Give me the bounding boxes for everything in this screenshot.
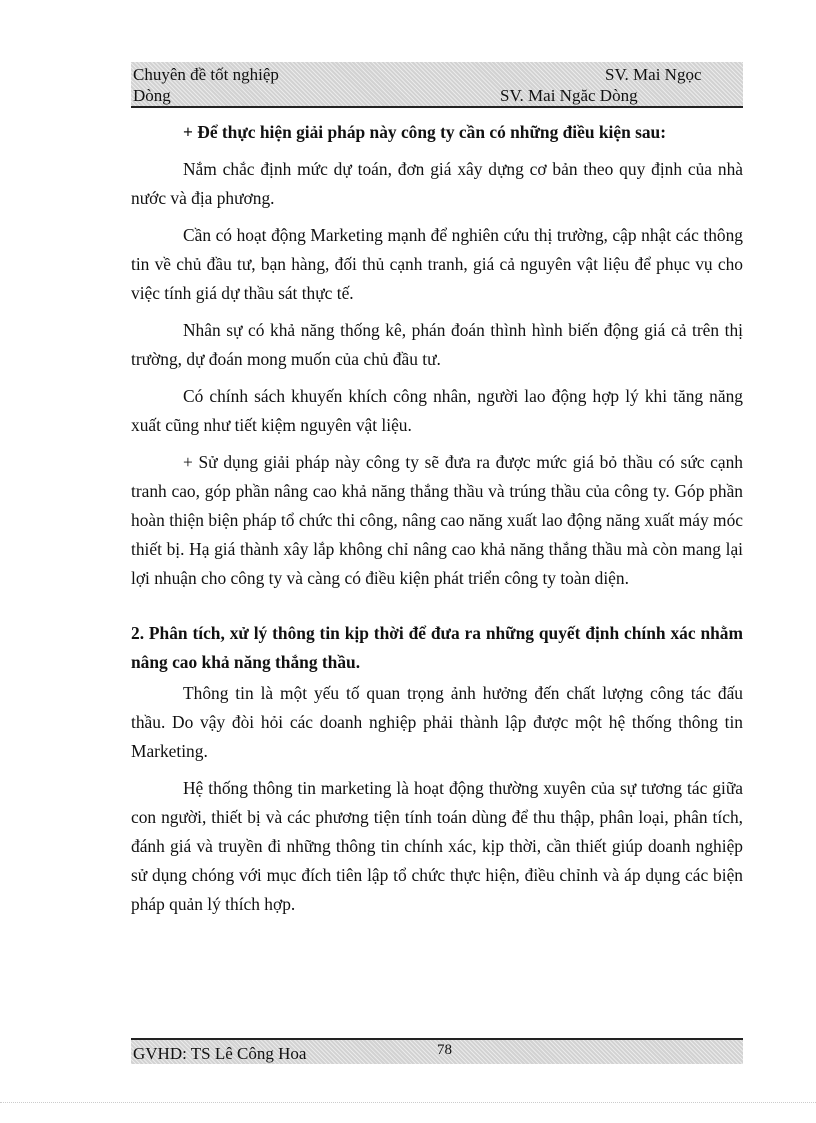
page-footer — [131, 1038, 743, 1064]
page-header — [131, 62, 743, 108]
paragraph-benefits: + Sử dụng giải pháp này công ty sẽ đưa ra được mức giá bỏ thầu có sức cạnh tranh cao, góp phần nâng cao khả năng thắng thầu và trúng thầu của công ty. Góp phần hoàn thiện biện pháp tổ chức thi công, nâng cao năng xuất lao động năng xuất máy móc thiết bị. Hạ giá thành xây lắp không chỉ nâng cao khả năng thắng thầu mà còn mang lại lợi nhuận cho công ty và càng có điều kiện phát triển công ty toàn diện. — [131, 452, 743, 588]
page-body — [131, 118, 743, 927]
paragraph-incentives: Có chính sách khuyến khích công nhân, người lao động hợp lý khi tăng năng xuất cũng như tiết kiệm nguyên vật liệu. — [131, 386, 743, 435]
header-author-overflow: Dòng — [133, 86, 171, 105]
page-number: 78 — [437, 1042, 452, 1058]
paragraph-cost-norms: Nắm chắc định mức dự toán, đơn giá xây dựng cơ bản theo quy định của nhà nước và địa phương. — [131, 159, 743, 208]
conditions-heading: + Để thực hiện giải pháp này công ty cần có những điều kiện sau: — [183, 122, 667, 142]
paragraph-marketing: Cần có hoạt động Marketing mạnh để nghiên cứu thị trường, cập nhật các thông tin về chủ đầu tư, bạn hàng, đối thủ cạnh tranh, giá cả nguyên vật liệu để phục vụ cho việc tính giá dự thầu sát thực tế. — [131, 225, 743, 303]
footer-supervisor: GVHD: TS Lê Công Hoa — [133, 1044, 307, 1063]
page-edge-divider — [0, 1102, 816, 1103]
header-document-title: Chuyên đề tốt nghiệp — [133, 65, 279, 84]
paragraph-personnel: Nhân sự có khả năng thống kê, phán đoán thình hình biến động giá cả trên thị trường, dự đoán mong muốn của chủ đầu tư. — [131, 320, 743, 369]
paragraph-info-system: Hệ thống thông tin marketing là hoạt động thường xuyên của sự tương tác giữa con người, thiết bị và các phương tiện tính toán dùng để thu thập, phân loại, phân tích, đánh giá và truyền đi những thông tin chính xác, kịp thời, cần thiết giúp doanh nghiệp sử dụng chóng với mục đích tiên lập tổ chức thực hiện, điều chỉnh và áp dụng các biện pháp quản lý thích hợp. — [131, 778, 743, 914]
header-student-name-full: SV. Mai Ngăc Dòng — [500, 86, 638, 105]
paragraph-information: Thông tin là một yếu tố quan trọng ảnh hưởng đến chất lượng công tác đấu thầu. Do vậy đòi hỏi các doanh nghiệp phải thành lập được một hệ thống thông tin Marketing. — [131, 683, 743, 761]
section-title: 2. Phân tích, xử lý thông tin kịp thời để đưa ra những quyết định chính xác nhằm nâng cao khả năng thắng thầu. — [131, 623, 743, 672]
header-student-name: SV. Mai Ngọc — [605, 65, 702, 84]
